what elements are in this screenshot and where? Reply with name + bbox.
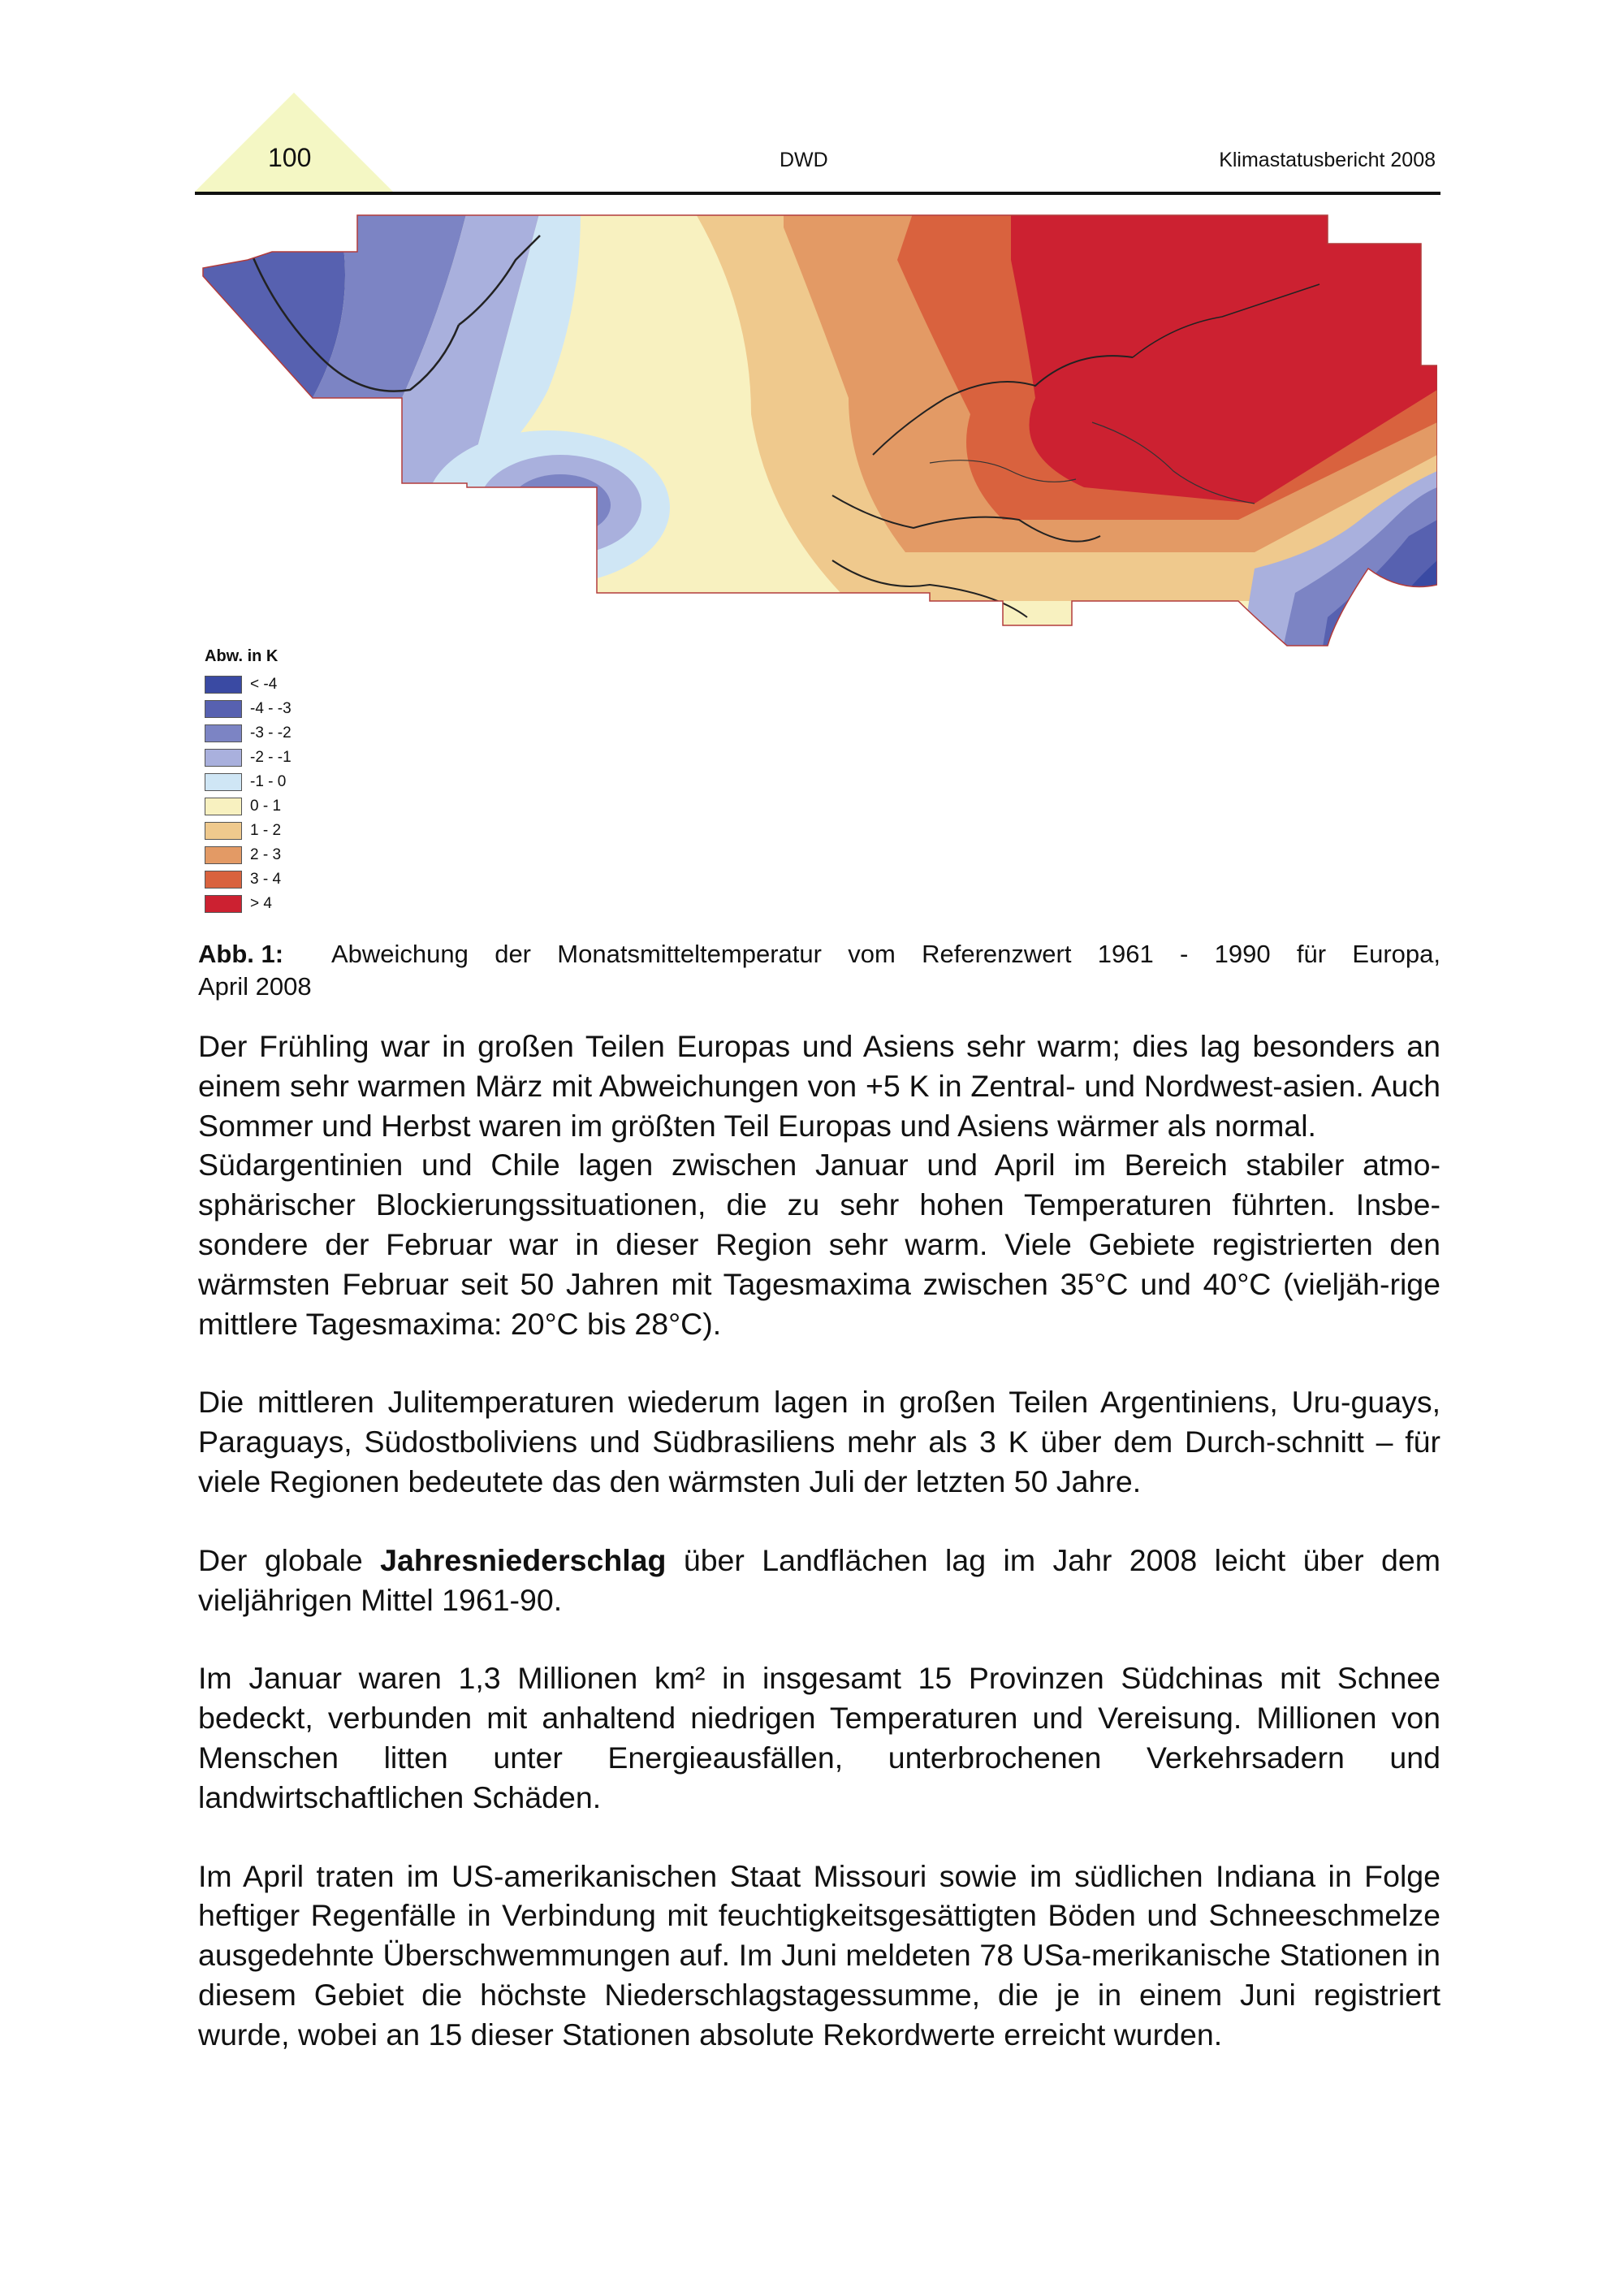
legend-label: < -4	[250, 676, 278, 693]
caption-text-line2: April 2008	[198, 972, 312, 1001]
legend-swatch	[205, 773, 242, 791]
paragraph-spring: Der Frühling war in großen Teilen Europas und Asiens sehr warm; dies lag besonders an einem sehr warmen März mit Abweichungen von +5 K in Zentral- und Nordwest-asien. Auch Sommer und Herbst waren im größten Teil Europas und Asiens wärmer als normal.	[198, 1029, 1440, 1143]
legend-swatch	[205, 846, 242, 864]
paragraph-china: Im Januar waren 1,3 Millionen km² in insgesamt 15 Provinzen Südchinas mit Schnee bedeckt, verbunden mit anhaltend niedrigen Temperaturen und Vereisung. Millionen von Menschen litten unter Energieausfällen, unterbrochenen Verkehrsadern und landwirtschaftlichen Schäden.	[198, 1661, 1440, 1814]
legend-swatch	[205, 700, 242, 718]
caption-label: Abb. 1:	[198, 940, 284, 968]
legend-label: 0 - 1	[250, 798, 282, 815]
legend-label: -3 - -2	[250, 724, 292, 742]
legend-title: Abw. in K	[205, 647, 279, 665]
page-number: 100	[268, 143, 312, 172]
legend-item	[205, 867, 292, 892]
paragraph-july: Die mittleren Julitemperaturen wiederum lagen in großen Teilen Argentiniens, Uru-guays, Paraguays, Südostboliviens und Südbrasiliens mehr als 3 K über dem Durch-schnitt – für viele Regionen bedeutete das den wärmsten Juli der letzten 50 Jahre.	[198, 1385, 1440, 1498]
temperature-anomaly-map	[199, 211, 1437, 926]
legend-label: > 4	[250, 895, 272, 912]
legend-item	[205, 770, 292, 794]
legend-label: -1 - 0	[250, 773, 287, 790]
page-number-triangle	[195, 93, 393, 192]
legend-label: -2 - -1	[250, 749, 292, 766]
legend-swatch	[205, 724, 242, 742]
legend-item	[205, 721, 292, 746]
paragraph-south-america: Südargentinien und Chile lagen zwischen Januar und April im Bereich stabiler atmo-sphärischer Blockierungssituationen, die zu sehr hohen Temperaturen führten. Insbe-sondere der Februar war in dieser Region sehr warm. Viele Gebiete registrierten den wärmsten Februar seit 50 Jahren mit Tagesmaxima zwischen 35°C und 40°C (vieljäh-rige mittlere Tagesmaxima: 20°C bis 28°C).	[198, 1148, 1440, 1341]
legend-swatch	[205, 749, 242, 767]
legend-swatch	[205, 871, 242, 889]
header-report-title: Klimastatusbericht 2008	[1219, 149, 1436, 171]
legend-item	[205, 843, 292, 867]
legend-label: 3 - 4	[250, 871, 282, 888]
caption-text: Abweichung der Monatsmitteltemperatur vom Referenzwert 1961 - 1990 für Europa,	[331, 940, 1440, 968]
map-legend	[205, 647, 292, 916]
legend-item	[205, 819, 292, 843]
legend-swatch	[205, 822, 242, 840]
header-publisher: DWD	[780, 149, 828, 171]
legend-item	[205, 892, 292, 916]
legend-label: -4 - -3	[250, 700, 292, 717]
legend-item	[205, 746, 292, 770]
legend-item	[205, 794, 292, 819]
legend-item	[205, 697, 292, 721]
legend-swatch	[205, 798, 242, 815]
paragraph-precipitation: Der globale Jahresniederschlag über Landflächen lag im Jahr 2008 leicht über dem vieljährigen Mittel 1961-90.	[198, 1542, 1440, 1617]
header-rule	[195, 192, 1440, 195]
legend-label: 2 - 3	[250, 846, 282, 863]
body-text	[198, 1027, 1440, 2055]
legend-swatch	[205, 895, 242, 913]
figure-caption	[198, 938, 1440, 1003]
legend-label: 1 - 2	[250, 822, 282, 839]
paragraph-usa: Im April traten im US-amerikanischen Staat Missouri sowie im südlichen Indiana in Folge heftiger Regenfälle in Verbindung mit feuchtigkeitsgesättigten Böden und Schneeschmelze ausgedehnte Überschwemmungen auf. Im Juni meldeten 78 USa-merikanische Stationen in diesem Gebiet die höchste Niederschlagstagessumme, die je in einem Juni registriert wurde, wobei an 15 dieser Stationen absolute Rekordwerte erreicht wurden.	[198, 1858, 1440, 2052]
keyword-jahresniederschlag: Jahresniederschlag	[380, 1542, 667, 1577]
legend-item	[205, 672, 292, 697]
legend-swatch	[205, 676, 242, 694]
